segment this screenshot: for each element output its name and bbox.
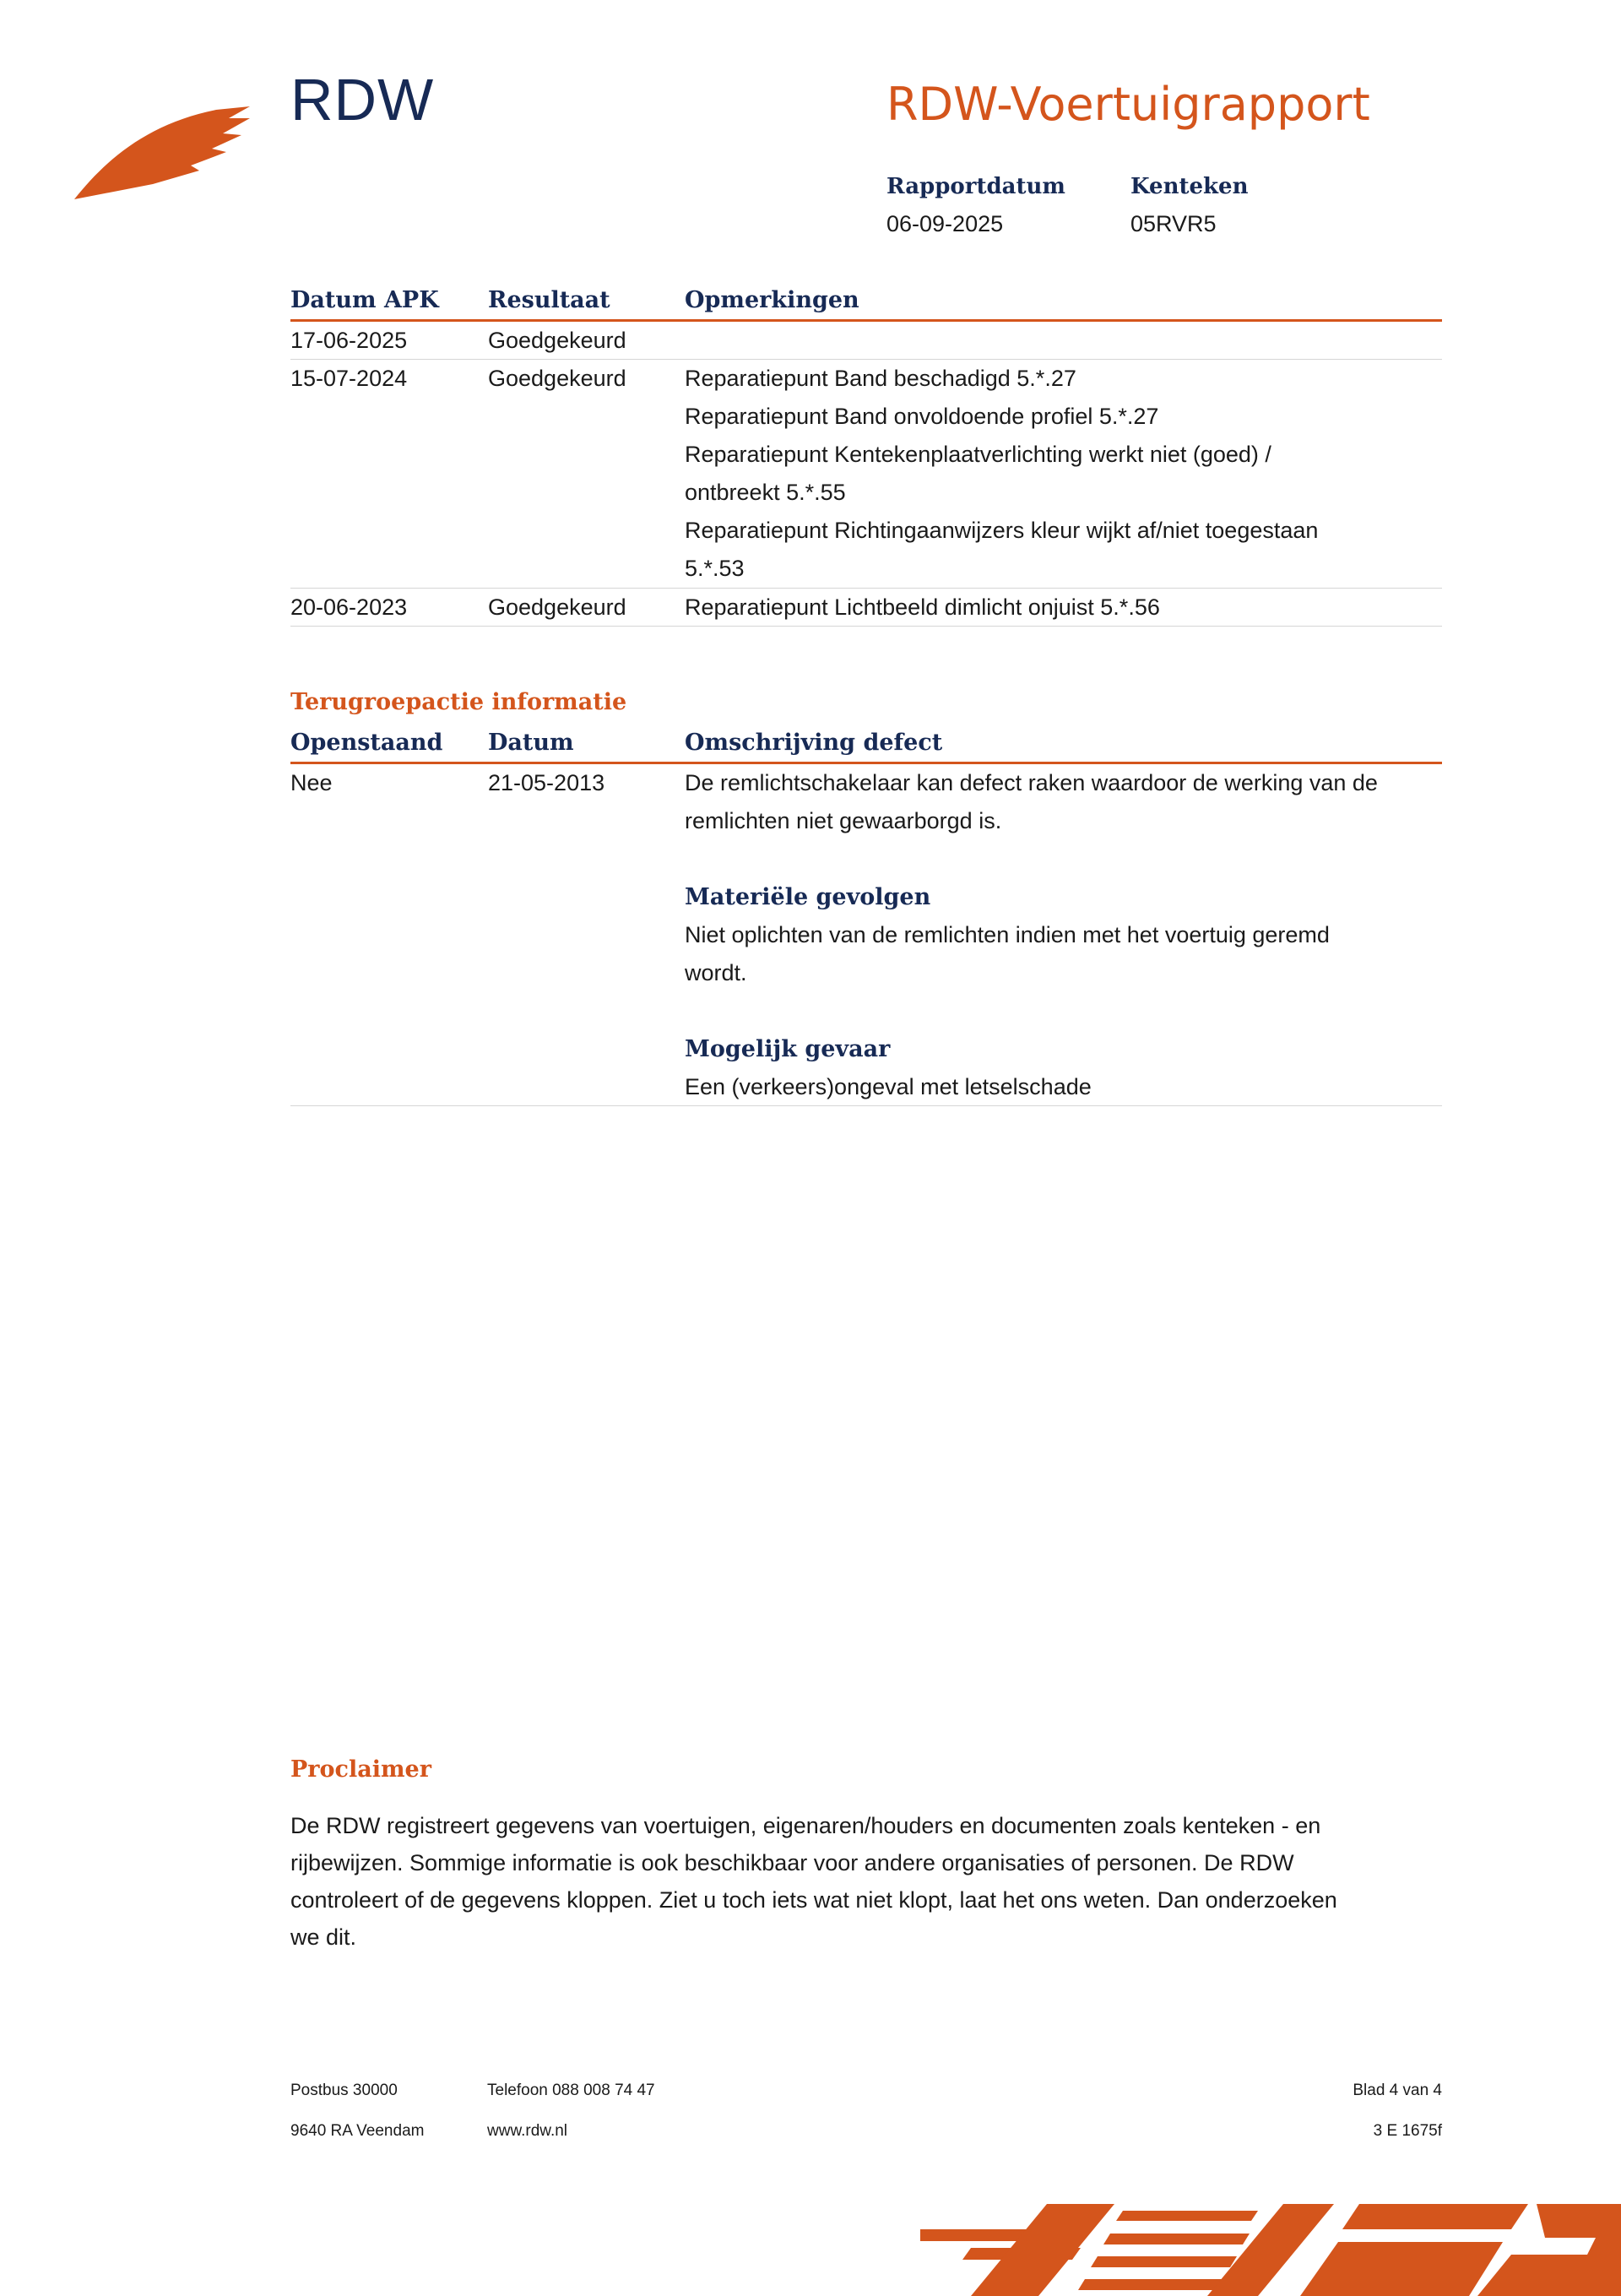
proclaimer-line: controleert of de gegevens kloppen. Ziet u toch iets wat niet klopt, laat het ons weten. Dan onderzoeken bbox=[290, 1887, 1337, 1913]
footer-postbus: Postbus 30000 bbox=[290, 2082, 398, 2099]
apk-table-header bbox=[290, 282, 1442, 322]
apk-resultaat: Goedgekeurd bbox=[488, 328, 626, 353]
report-title: RDW-Voertuigrapport bbox=[886, 78, 1370, 131]
apk-datum: 15-07-2024 bbox=[290, 366, 408, 391]
gevaar-text: Een (verkeers)ongeval met letselschade bbox=[685, 1074, 1092, 1099]
defect-line: De remlichtschakelaar kan defect raken waardoor de werking van de bbox=[685, 770, 1378, 795]
apk-resultaat: Goedgekeurd bbox=[488, 594, 626, 620]
apk-opmerkingen bbox=[685, 360, 1445, 588]
rapportdatum-value: 06-09-2025 bbox=[886, 211, 1004, 236]
kenteken-value: 05RVR5 bbox=[1130, 211, 1217, 236]
gevolgen-line: Niet oplichten van de remlichten indien met het voertuig geremd bbox=[685, 922, 1330, 947]
recall-table bbox=[290, 725, 1442, 1106]
col-openstaand: Openstaand bbox=[290, 730, 443, 756]
defect-line: remlichten niet gewaarborgd is. bbox=[685, 808, 1002, 833]
decorative-stripes-icon bbox=[920, 2204, 1621, 2296]
recall-heading: Terugroepactie informatie bbox=[290, 689, 627, 715]
recall-description bbox=[685, 764, 1445, 1106]
apk-datum: 17-06-2025 bbox=[290, 328, 408, 353]
footer-address: 9640 RA Veendam bbox=[290, 2122, 425, 2140]
col-resultaat: Resultaat bbox=[488, 287, 610, 313]
apk-opmerkingen bbox=[685, 589, 1445, 627]
footer-website: www.rdw.nl bbox=[487, 2122, 568, 2140]
logo-text: RDW bbox=[290, 67, 435, 133]
opmerking-line: Reparatiepunt Kentekenplaatverlichting werkt niet (goed) / bbox=[685, 442, 1271, 467]
col-omschrijving-defect: Omschrijving defect bbox=[685, 730, 943, 756]
apk-table bbox=[290, 282, 1442, 627]
recall-table-header bbox=[290, 725, 1442, 764]
gevaar-label: Mogelijk gevaar bbox=[685, 1036, 891, 1062]
table-row bbox=[290, 360, 1442, 589]
proclaimer-text bbox=[290, 1807, 1422, 1956]
proclaimer-line: we dit. bbox=[290, 1924, 357, 1950]
recall-openstaand: Nee bbox=[290, 770, 333, 795]
col-opmerkingen: Opmerkingen bbox=[685, 287, 859, 313]
table-row bbox=[290, 589, 1442, 627]
apk-resultaat: Goedgekeurd bbox=[488, 366, 626, 391]
table-row bbox=[290, 322, 1442, 360]
proclaimer-line: De RDW registreert gegevens van voertuigen, eigenaren/houders en documenten zoals kenteken - en bbox=[290, 1813, 1321, 1838]
rdw-logo-icon bbox=[73, 100, 267, 201]
gevolgen-label: Materiële gevolgen bbox=[685, 884, 931, 910]
proclaimer-heading: Proclaimer bbox=[290, 1756, 431, 1783]
opmerking-line: ontbreekt 5.*.55 bbox=[685, 480, 846, 505]
footer-telefoon: Telefoon 088 008 74 47 bbox=[487, 2082, 655, 2099]
footer-code: 3 E 1675f bbox=[1373, 2122, 1442, 2140]
opmerking-line: Reparatiepunt Richtingaanwijzers kleur wijkt af/niet toegestaan bbox=[685, 518, 1319, 543]
table-row bbox=[290, 764, 1442, 1106]
recall-datum: 21-05-2013 bbox=[488, 770, 605, 795]
opmerking-line: Reparatiepunt Lichtbeeld dimlicht onjuist 5.*.56 bbox=[685, 594, 1160, 620]
kenteken-label: Kenteken bbox=[1130, 174, 1249, 199]
proclaimer-line: rijbewijzen. Sommige informatie is ook beschikbaar voor andere organisaties of personen. De RDW bbox=[290, 1850, 1294, 1875]
col-datum-apk: Datum APK bbox=[290, 287, 439, 313]
footer-page: Blad 4 van 4 bbox=[1353, 2082, 1442, 2099]
apk-datum: 20-06-2023 bbox=[290, 594, 408, 620]
rapportdatum-label: Rapportdatum bbox=[886, 174, 1065, 199]
col-datum: Datum bbox=[488, 730, 574, 756]
opmerking-line: Reparatiepunt Band beschadigd 5.*.27 bbox=[685, 366, 1076, 391]
opmerking-line: 5.*.53 bbox=[685, 556, 745, 581]
opmerking-line: Reparatiepunt Band onvoldoende profiel 5.*.27 bbox=[685, 404, 1159, 429]
gevolgen-line: wordt. bbox=[685, 960, 747, 985]
